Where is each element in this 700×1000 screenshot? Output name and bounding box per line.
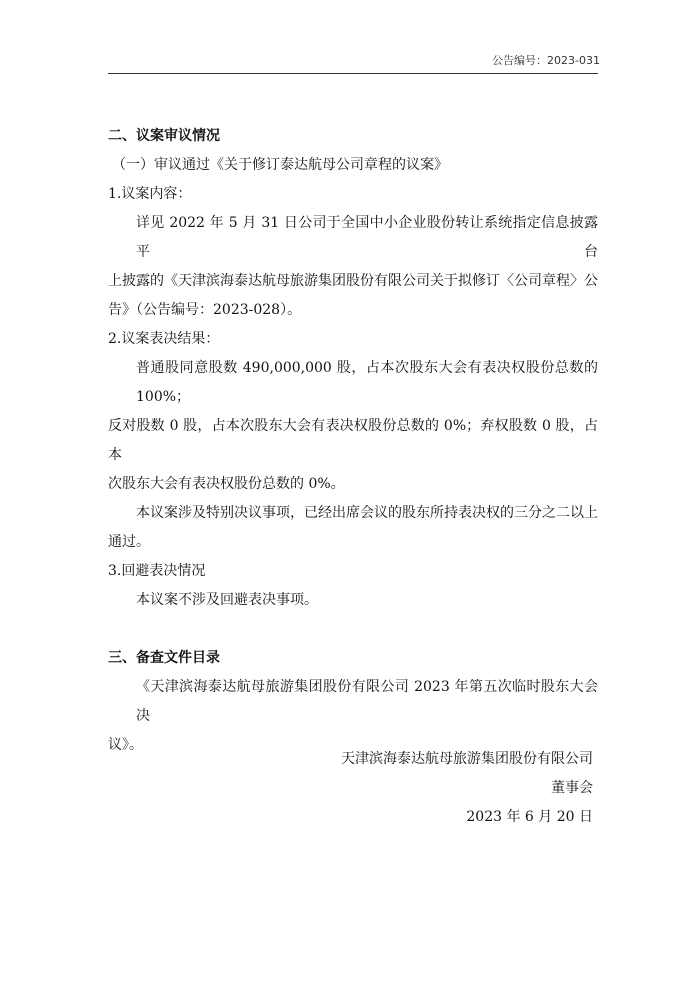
content-line-1: 详见 2022 年 5 月 31 日公司于全国中小企业股份转让系统指定信息披露平台	[136, 215, 598, 260]
signature-company: 天津滨海泰达航母旅游集团股份有限公司	[341, 751, 593, 767]
content-line-3: 告》（公告编号：2023-028）。	[108, 302, 302, 318]
announcement-number: 公告编号：2023-031	[492, 54, 600, 67]
item-1-title: （一）审议通过《关于修订泰达航母公司章程的议案》	[112, 157, 448, 173]
vote-line-1: 普通股同意股数 490,000,000 股，占本次股东大会有表决权股份总数的 100%；	[136, 360, 598, 405]
recusal-label: 3.回避表决情况	[108, 563, 206, 579]
content-line-2: 上披露的《天津滨海泰达航母旅游集团股份有限公司关于拟修订〈公司章程〉公	[108, 273, 598, 289]
section-2-title: 二、议案审议情况	[108, 128, 220, 144]
content-label: 1.议案内容：	[108, 186, 192, 202]
doc-line-2: 议》。	[108, 737, 143, 753]
special-line-2: 通过。	[108, 534, 150, 550]
signature-date: 2023 年 6 月 20 日	[466, 809, 593, 825]
doc-line-1: 《天津滨海泰达航母旅游集团股份有限公司 2023 年第五次临时股东大会决	[136, 679, 598, 724]
signature-block	[341, 745, 593, 832]
recusal-text: 本议案不涉及回避表决事项。	[136, 592, 318, 608]
spacer	[108, 615, 598, 644]
header-divider	[108, 73, 598, 74]
section-3-title: 三、备查文件目录	[108, 650, 220, 666]
vote-line-3: 次股东大会有表决权股份总数的 0%。	[108, 476, 345, 492]
signature-board: 董事会	[551, 780, 593, 796]
vote-line-2: 反对股数 0 股，占本次股东大会有表决权股份总数的 0%；弃权股数 0 股，占本	[108, 418, 598, 463]
document-body	[108, 122, 598, 760]
special-line-1: 本议案涉及特别决议事项，已经出席会议的股东所持表决权的三分之二以上	[136, 505, 598, 521]
vote-label: 2.议案表决结果：	[108, 331, 220, 347]
